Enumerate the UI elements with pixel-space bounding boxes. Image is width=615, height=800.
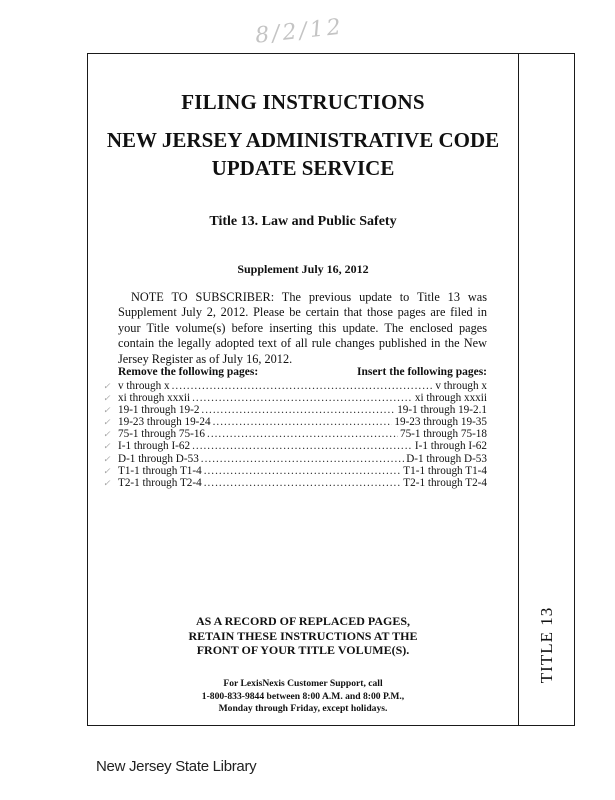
- page-row: ✓ D-1 through D-53 ..... D-1 through D-53: [118, 453, 487, 465]
- insert-range: T1-1 through T1-4: [403, 464, 487, 477]
- page-row: ✓ 19-23 through 19-24 ..... 19-23 through 19-35: [118, 416, 487, 428]
- leader-dots: [172, 380, 434, 392]
- supplement-date: Supplement July 16, 2012: [237, 262, 369, 276]
- insert-range: v through x: [435, 380, 487, 392]
- remove-range: 75-1 through 75-16: [118, 428, 206, 441]
- pages-list: [103, 380, 487, 489]
- handwritten-date-note: 8/2/12: [253, 14, 345, 49]
- leader-dots: [207, 428, 398, 440]
- leader-dots: [213, 416, 393, 428]
- record-instructions: [87, 614, 519, 658]
- insert-range: 19-23 through 19-35: [394, 416, 487, 429]
- remove-range: I-1 through I-62: [118, 440, 191, 453]
- page-row: ✓ 19-1 through 19-2 ..... 19-1 through 19-2.1: [118, 404, 487, 416]
- leader-dots: [204, 465, 402, 477]
- page-row: ✓ v through x ..... v through x: [118, 380, 487, 392]
- leader-dots: [192, 392, 413, 404]
- insert-range: 19-1 through 19-2.1: [397, 404, 487, 417]
- subtitle-line-1: NEW JERSEY ADMINISTRATIVE CODE: [106, 128, 500, 152]
- title-name: Title 13. Law and Public Safety: [209, 214, 397, 229]
- remove-range: D-1 through D-53: [118, 452, 199, 465]
- remove-range: T2-1 through T2-4: [118, 476, 202, 489]
- remove-range: 19-23 through 19-24: [118, 416, 211, 429]
- record-line-3: FRONT OF YOUR TITLE VOLUME(S).: [196, 643, 410, 657]
- remove-range: v through x: [118, 380, 170, 392]
- document-title: FILING INSTRUCTIONS: [181, 90, 425, 114]
- leader-dots: [204, 477, 402, 489]
- insert-header: Insert the following pages:: [356, 366, 487, 378]
- leader-dots: [192, 440, 413, 452]
- leader-dots: [201, 453, 404, 465]
- insert-range: 75-1 through 75-18: [399, 428, 487, 441]
- library-stamp: New Jersey State Library: [96, 758, 257, 775]
- support-line-3: Monday through Friday, except holidays.: [218, 703, 388, 714]
- remove-range: xi through xxxii: [118, 392, 191, 405]
- document-subtitle: [87, 126, 519, 182]
- support-line-1: For LexisNexis Customer Support, call: [223, 678, 383, 689]
- leader-dots: [201, 404, 395, 416]
- record-line-1: AS A RECORD OF REPLACED PAGES,: [195, 614, 411, 628]
- customer-support-info: [87, 678, 519, 716]
- insert-range: I-1 through I-62: [414, 440, 487, 453]
- subscriber-note: NOTE TO SUBSCRIBER: The previous update to Title 13 was Supplement July 2, 2012. Please be certain that those pages are filed in your Title volume(s) before inserting this update. The enclosed pages contain the legally adopted text of all rule changes published in the New Jersey Register as of July 16, 2012.: [118, 290, 487, 366]
- page-row: ✓ T1-1 through T1-4 ..... T1-1 through T1-4: [118, 465, 487, 477]
- pages-list-header: [118, 366, 487, 378]
- page-row: ✓ 75-1 through 75-16 ..... 75-1 through 75-18: [118, 428, 487, 440]
- subtitle-line-2: UPDATE SERVICE: [211, 156, 395, 180]
- page-row: ✓ xi through xxxii ..... xi through xxxii: [118, 392, 487, 404]
- remove-range: T1-1 through T1-4: [118, 464, 202, 477]
- remove-header: Remove the following pages:: [118, 366, 259, 378]
- support-line-2: 1-800-833-9844 between 8:00 A.M. and 8:00 P.M.,: [201, 690, 405, 702]
- insert-range: xi through xxxii: [414, 392, 487, 405]
- insert-range: D-1 through D-53: [406, 452, 487, 465]
- title-tab-label: TITLE 13: [537, 606, 556, 684]
- page-row: ✓ I-1 through I-62 ..... I-1 through I-62: [118, 440, 487, 452]
- page-row: ✓ T2-1 through T2-4 ..... T2-1 through T2-4: [118, 477, 487, 489]
- insert-range: T2-1 through T2-4: [403, 476, 487, 489]
- record-line-2: RETAIN THESE INSTRUCTIONS AT THE: [188, 628, 418, 643]
- remove-range: 19-1 through 19-2: [118, 404, 200, 417]
